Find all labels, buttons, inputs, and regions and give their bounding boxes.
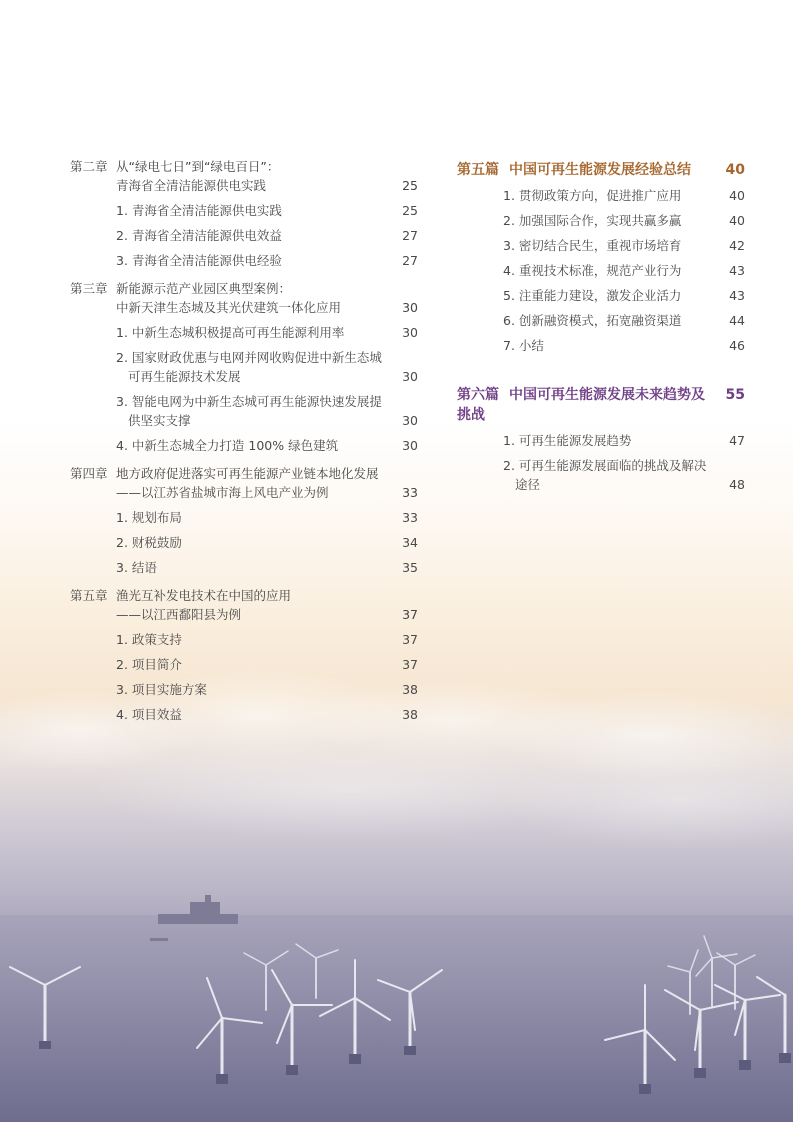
toc-entry[interactable] <box>70 201 418 220</box>
part-title: 中国可再生能源发展未来趋势及挑战 <box>457 387 705 423</box>
chapter-subtitle: ——以江苏省盐城市海上风电产业为例 <box>116 485 329 500</box>
chapter-title: 地方政府促进落实可再生能源产业链本地化发展 <box>116 466 379 481</box>
page-number: 37 <box>402 632 418 647</box>
toc-entry[interactable] <box>70 392 418 430</box>
entry-title: 2. 青海省全清洁能源供电效益 <box>116 228 282 243</box>
page-number: 34 <box>402 535 418 550</box>
chapter-subtitle-line <box>70 605 418 624</box>
page-number: 37 <box>402 607 418 622</box>
chapter-subtitle: 中新天津生态城及其光伏建筑一体化应用 <box>116 300 342 315</box>
toc-part-6[interactable] <box>457 385 745 494</box>
toc-entry[interactable] <box>70 533 418 552</box>
page-number: 38 <box>402 707 418 722</box>
toc-entry[interactable] <box>70 705 418 724</box>
entry-title: 4. 重视技术标准，规范产业行为 <box>503 263 682 278</box>
chapter-number: 第五章 <box>70 588 108 603</box>
page-number: 35 <box>402 560 418 575</box>
toc-entry[interactable] <box>457 336 745 355</box>
toc-entry[interactable] <box>70 323 418 342</box>
page-number: 46 <box>729 338 745 353</box>
chapter-number: 第三章 <box>70 281 108 296</box>
page-number: 30 <box>402 325 418 340</box>
page-number: 30 <box>402 413 418 428</box>
entry-title: 1. 政策支持 <box>116 632 182 647</box>
entry-title: 3. 项目实施方案 <box>116 682 207 697</box>
entry-title: 7. 小结 <box>503 338 544 353</box>
entry-title: 1. 中新生态城积极提高可再生能源利用率 <box>116 325 345 340</box>
page-number: 27 <box>402 228 418 243</box>
page-number: 38 <box>402 682 418 697</box>
toc-entry[interactable] <box>70 630 418 649</box>
toc-part-5[interactable] <box>457 160 745 355</box>
chapter-subtitle: 青海省全清洁能源供电实践 <box>116 178 267 193</box>
page-number: 55 <box>725 387 745 403</box>
page-number: 27 <box>402 253 418 268</box>
toc-entry[interactable] <box>457 311 745 330</box>
entry-title: 3. 青海省全清洁能源供电经验 <box>116 253 282 268</box>
toc-entry[interactable] <box>70 348 418 386</box>
chapter-number: 第四章 <box>70 466 108 481</box>
chapter-title: 从“绿电七日”到“绿电百日”： <box>116 159 280 174</box>
entry-title: 2. 国家财政优惠与电网并网收购促进中新生态城可再生能源技术发展 <box>116 350 382 384</box>
entry-title: 3. 密切结合民生，重视市场培育 <box>503 238 682 253</box>
toc-entry[interactable] <box>70 558 418 577</box>
chapter-title: 渔光互补发电技术在中国的应用 <box>116 588 292 603</box>
part-number: 第五篇 <box>457 162 499 178</box>
page-number: 40 <box>729 213 745 228</box>
chapter-title: 新能源示范产业园区典型案例： <box>116 281 292 296</box>
toc-chapter-4[interactable] <box>70 464 418 577</box>
toc-right-column <box>457 160 745 524</box>
sea <box>0 915 793 1122</box>
page-number: 30 <box>402 438 418 453</box>
page-number: 48 <box>729 477 745 492</box>
part-heading <box>457 385 745 425</box>
chapter-subtitle-line <box>70 298 418 317</box>
entry-title: 1. 可再生能源发展趋势 <box>503 433 632 448</box>
entry-title: 3. 智能电网为中新生态城可再生能源快速发展提供坚实支撑 <box>116 394 382 428</box>
part-heading <box>457 160 745 180</box>
toc-entry[interactable] <box>70 508 418 527</box>
page-number: 43 <box>729 263 745 278</box>
page-number: 25 <box>402 203 418 218</box>
page-number: 33 <box>402 510 418 525</box>
entry-title: 3. 结语 <box>116 560 157 575</box>
chapter-subtitle-line <box>70 176 418 195</box>
page-number: 33 <box>402 485 418 500</box>
page-number: 37 <box>402 657 418 672</box>
chapter-subtitle-line <box>70 483 418 502</box>
entry-title: 4. 项目效益 <box>116 707 182 722</box>
chapter-subtitle: ——以江西鄱阳县为例 <box>116 607 242 622</box>
toc-entry[interactable] <box>457 286 745 305</box>
page-number: 43 <box>729 288 745 303</box>
entry-title: 2. 可再生能源发展面临的挑战及解决途径 <box>503 458 707 492</box>
toc-entry[interactable] <box>457 456 745 494</box>
toc-left-column <box>70 157 418 733</box>
toc-entry[interactable] <box>457 211 745 230</box>
toc-entry[interactable] <box>457 261 745 280</box>
toc-entry[interactable] <box>457 431 745 450</box>
toc-entry[interactable] <box>70 655 418 674</box>
page-number: 30 <box>402 300 418 315</box>
toc-chapter-2[interactable] <box>70 157 418 270</box>
chapter-number: 第二章 <box>70 159 108 174</box>
page-number: 44 <box>729 313 745 328</box>
entry-title: 4. 中新生态城全力打造 100% 绿色建筑 <box>116 438 339 453</box>
part-title: 中国可再生能源发展经验总结 <box>509 162 691 178</box>
toc-entry[interactable] <box>457 236 745 255</box>
page-number: 25 <box>402 178 418 193</box>
toc-entry[interactable] <box>70 436 418 455</box>
part-number: 第六篇 <box>457 387 499 403</box>
entry-title: 1. 规划布局 <box>116 510 182 525</box>
toc-chapter-3[interactable] <box>70 279 418 455</box>
page-number: 47 <box>729 433 745 448</box>
page-number: 40 <box>729 188 745 203</box>
page-number: 40 <box>725 162 745 178</box>
entry-title: 2. 财税鼓励 <box>116 535 182 550</box>
entry-title: 1. 青海省全清洁能源供电实践 <box>116 203 282 218</box>
toc-chapter-5[interactable] <box>70 586 418 724</box>
entry-title: 6. 创新融资模式，拓宽融资渠道 <box>503 313 682 328</box>
page-number: 30 <box>402 369 418 384</box>
toc-entry[interactable] <box>70 251 418 270</box>
page-number: 42 <box>729 238 745 253</box>
entry-title: 2. 加强国际合作，实现共赢多赢 <box>503 213 682 228</box>
toc-entry[interactable] <box>70 680 418 699</box>
entry-title: 5. 注重能力建设，激发企业活力 <box>503 288 682 303</box>
entry-title: 1. 贯彻政策方向，促进推广应用 <box>503 188 682 203</box>
toc-entry[interactable] <box>457 186 745 205</box>
entry-title: 2. 项目简介 <box>116 657 182 672</box>
toc-entry[interactable] <box>70 226 418 245</box>
